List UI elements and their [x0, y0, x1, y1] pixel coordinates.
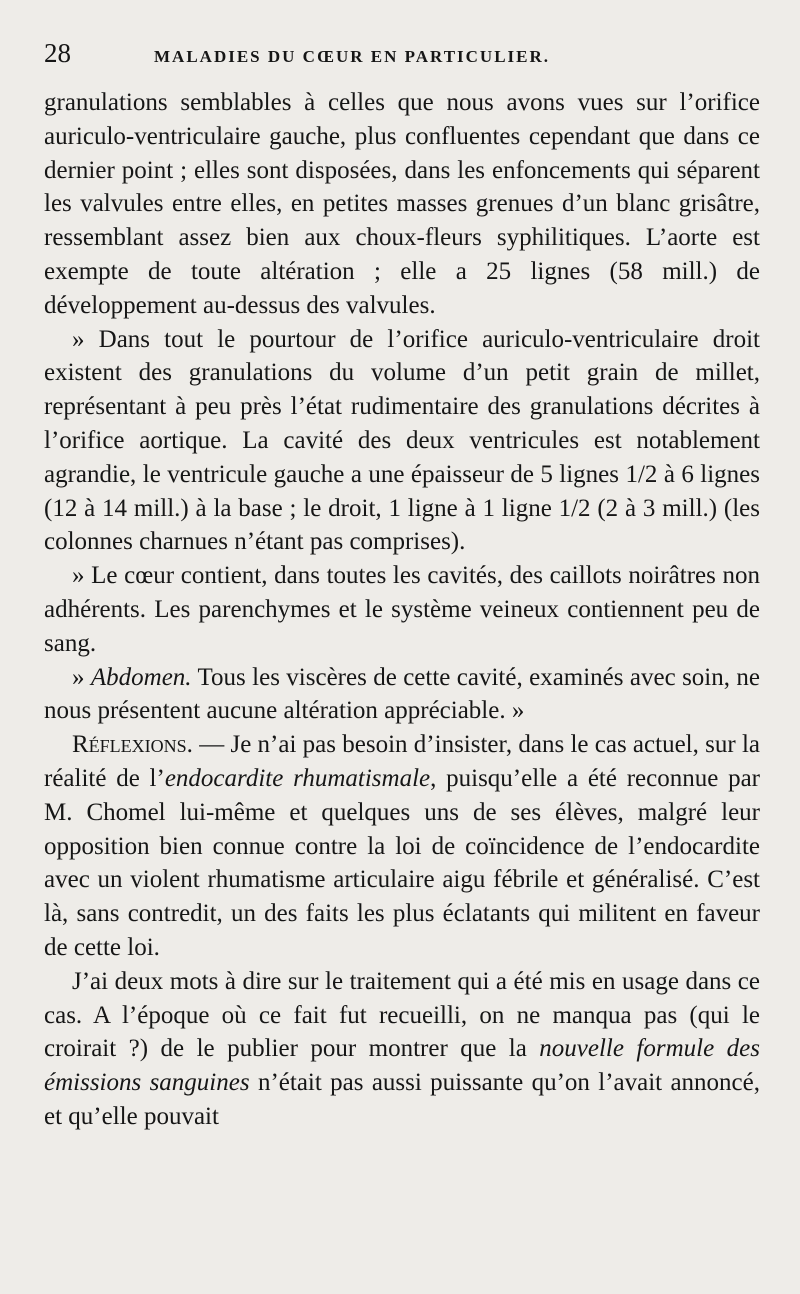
paragraph-1: granulations semblables à celles que nous avons vues sur l’orifice auriculo-ventriculaire gauche, plus confluentes cependant que dans ce dernier point ; elles sont disposées, dans les enfoncements qui séparent les valvules entre elles, en petites masses grenues d’un blanc grisâtre, ressemblant assez bien aux choux-fleurs syphilitiques. L’aorte est exempte de toute altération ; elle a 25 lignes (58 mill.) de développement au-dessus des valvules.	[44, 89, 760, 319]
running-head: MALADIES DU CŒUR EN PARTICULIER.	[154, 47, 551, 66]
italic-phrase: nouvelle formule des émissions sanguines	[44, 1035, 760, 1097]
section-title-abdomen: Abdomen.	[90, 663, 192, 691]
paragraph-5-part-2: , puisqu’elle a été reconnue par M. Chomel lui-même et quelques uns de ses élèves, malgré leur opposition bien connue contre la loi de coïncidence de l’endocardite avec un violent rhumatisme articulaire aigu fébrile et généralisé. C’est là, sans contredit, un des faits les plus éclatants qui militent en faveur de cette loi.	[44, 764, 760, 961]
italic-term: endocardite rhumatismale	[164, 764, 431, 792]
section-title-reflexions: Réflexions.	[72, 731, 193, 759]
paragraph-6	[44, 965, 760, 1134]
paragraph-5	[44, 728, 760, 965]
paragraph-4-text: Tous les viscères de cette cavité, examinés avec soin, ne nous présentent aucune altération appréciable. »	[44, 663, 760, 725]
body-text	[44, 86, 760, 1134]
paragraph-4	[44, 661, 760, 729]
paragraph-2: » Dans tout le pourtour de l’orifice auriculo-ventriculaire droit existent des granulations du volume d’un petit grain de millet, représentant à peu près l’état rudimentaire des granulations décrites à l’orifice aortique. La cavité des deux ventricules est notablement agrandie, le ventricule gauche a une épaisseur de 5 lignes 1/2 à 6 lignes (12 à 14 mill.) à la base ; le droit, 1 ligne à 1 ligne 1/2 (2 à 3 mill.) (les colonnes charnues n’étant pas comprises).	[44, 325, 760, 556]
paragraph-6-part-2: n’était pas aussi puissante qu’on l’avait annoncé, et qu’elle pouvait	[44, 1069, 760, 1130]
paragraph-6-part-1: J’ai deux mots à dire sur le traitement qui a été mis en usage dans ce cas. A l’époque où ce fait fut recueilli, on ne manqua pas (qui le croirait ?) de le publier pour montrer que la	[44, 967, 760, 1063]
quote-mark: »	[72, 663, 91, 691]
paragraph-3: » Le cœur contient, dans toutes les cavités, des caillots noirâtres non adhérents. Les parenchymes et le système veineux contiennent peu de sang.	[44, 562, 760, 657]
page-number: 28	[44, 38, 71, 68]
paragraph-5-part-1: — Je n’ai pas besoin d’insister, dans le cas actuel, sur la réalité de l’	[44, 731, 760, 792]
page-header	[44, 38, 760, 78]
